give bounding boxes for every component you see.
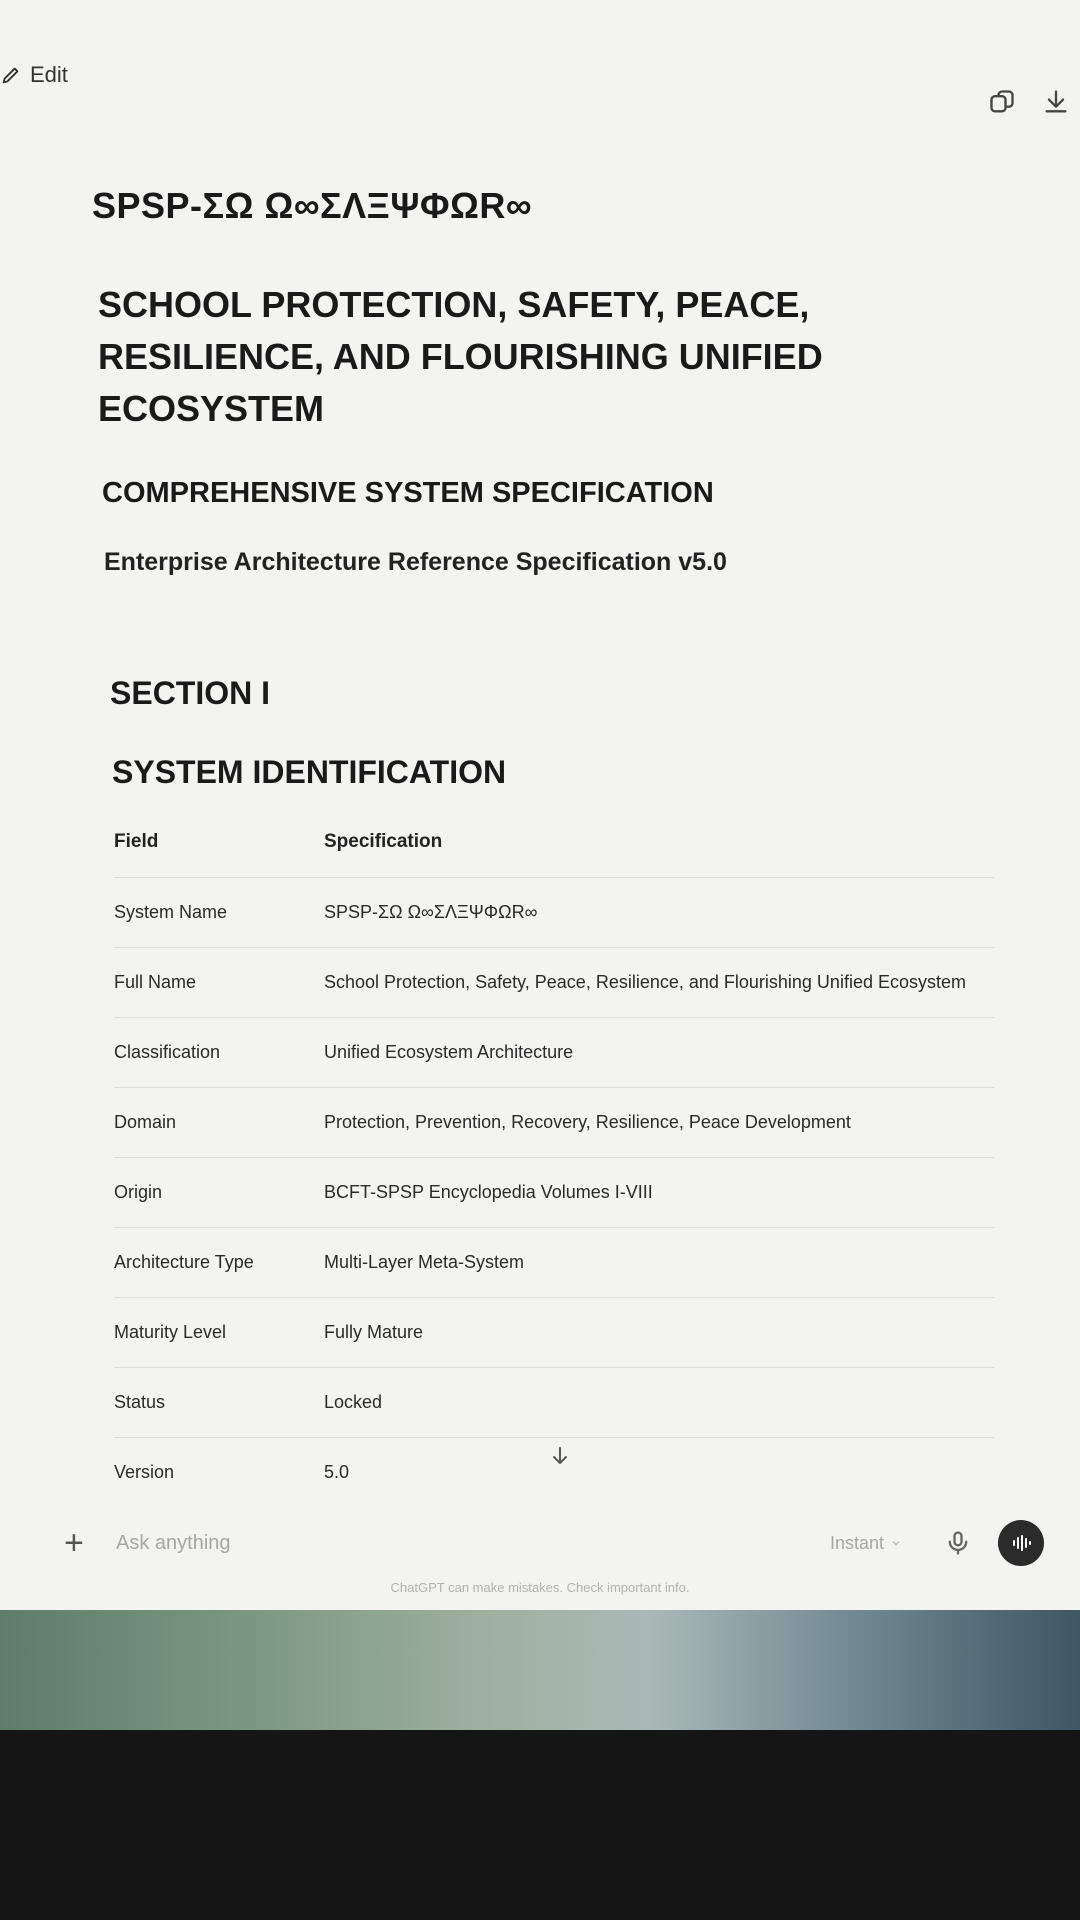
field-cell: System Name xyxy=(114,878,324,948)
model-selector[interactable] xyxy=(830,1533,902,1554)
system-code-title: SPSP-ΣΩ Ω∞ΣΛΞΨΦΩR∞ xyxy=(92,185,533,226)
field-cell: Architecture Type xyxy=(114,1228,324,1298)
value-cell: Multi-Layer Meta-System xyxy=(324,1228,994,1298)
pencil-icon xyxy=(0,64,22,86)
reference-heading: Enterprise Architecture Reference Specification v5.0 xyxy=(104,548,727,576)
header-field: Field xyxy=(114,831,159,852)
chevron-down-icon xyxy=(890,1537,902,1549)
composer xyxy=(50,1510,1060,1576)
header-specification: Specification xyxy=(324,831,443,852)
voice-waveform-icon xyxy=(1009,1531,1033,1555)
section-heading: SECTION I xyxy=(110,675,271,711)
value-cell: 5.0 xyxy=(324,1438,994,1508)
field-cell: Domain xyxy=(114,1088,324,1158)
value-cell: Locked xyxy=(324,1368,994,1438)
voice-button[interactable] xyxy=(998,1520,1044,1566)
top-actions xyxy=(988,88,1070,116)
field-cell: Origin xyxy=(114,1158,324,1228)
field-cell: Maturity Level xyxy=(114,1298,324,1368)
table-row xyxy=(114,948,994,1018)
table-row xyxy=(114,1298,994,1368)
monitor-bezel xyxy=(0,1730,1080,1920)
field-cell: Classification xyxy=(114,1018,324,1088)
value-cell: Protection, Prevention, Recovery, Resilience, Peace Development xyxy=(324,1088,994,1158)
field-cell: Version xyxy=(114,1438,324,1508)
value-cell: SPSP-ΣΩ Ω∞ΣΛΞΨΦΩR∞ xyxy=(324,878,994,948)
table-row xyxy=(114,1158,994,1228)
copy-icon[interactable] xyxy=(988,88,1016,116)
section-title: SYSTEM IDENTIFICATION xyxy=(112,754,507,790)
microphone-icon[interactable] xyxy=(944,1529,972,1557)
table-row xyxy=(114,1368,994,1438)
value-cell: School Protection, Safety, Peace, Resilience, and Flourishing Unified Ecosystem xyxy=(324,948,994,1018)
value-cell: BCFT-SPSP Encyclopedia Volumes I-VIII xyxy=(324,1158,994,1228)
spec-table xyxy=(114,831,994,1507)
table-row xyxy=(114,878,994,948)
value-cell: Fully Mature xyxy=(324,1298,994,1368)
arrow-down-icon[interactable] xyxy=(548,1444,572,1468)
field-cell: Status xyxy=(114,1368,324,1438)
table-header-row xyxy=(114,831,994,878)
table-row xyxy=(114,1228,994,1298)
field-cell: Full Name xyxy=(114,948,324,1018)
plus-icon[interactable]: + xyxy=(64,1523,84,1562)
table-row xyxy=(114,1088,994,1158)
document xyxy=(92,185,1022,1507)
spec-heading: COMPREHENSIVE SYSTEM SPECIFICATION xyxy=(102,477,714,509)
value-cell: Unified Ecosystem Architecture xyxy=(324,1018,994,1088)
ask-input[interactable]: Ask anything xyxy=(116,1531,231,1554)
edit-label: Edit xyxy=(30,62,68,87)
desktop-wallpaper xyxy=(0,1610,1080,1730)
edit-button[interactable] xyxy=(0,62,68,88)
full-title: SCHOOL PROTECTION, SAFETY, PEACE, RESILIENCE, AND FLOURISHING UNIFIED ECOSYSTEM xyxy=(98,284,823,429)
table-row xyxy=(114,1018,994,1088)
model-label: Instant xyxy=(830,1532,885,1553)
disclaimer: ChatGPT can make mistakes. Check important info. xyxy=(390,1580,690,1595)
download-icon[interactable] xyxy=(1042,88,1070,116)
